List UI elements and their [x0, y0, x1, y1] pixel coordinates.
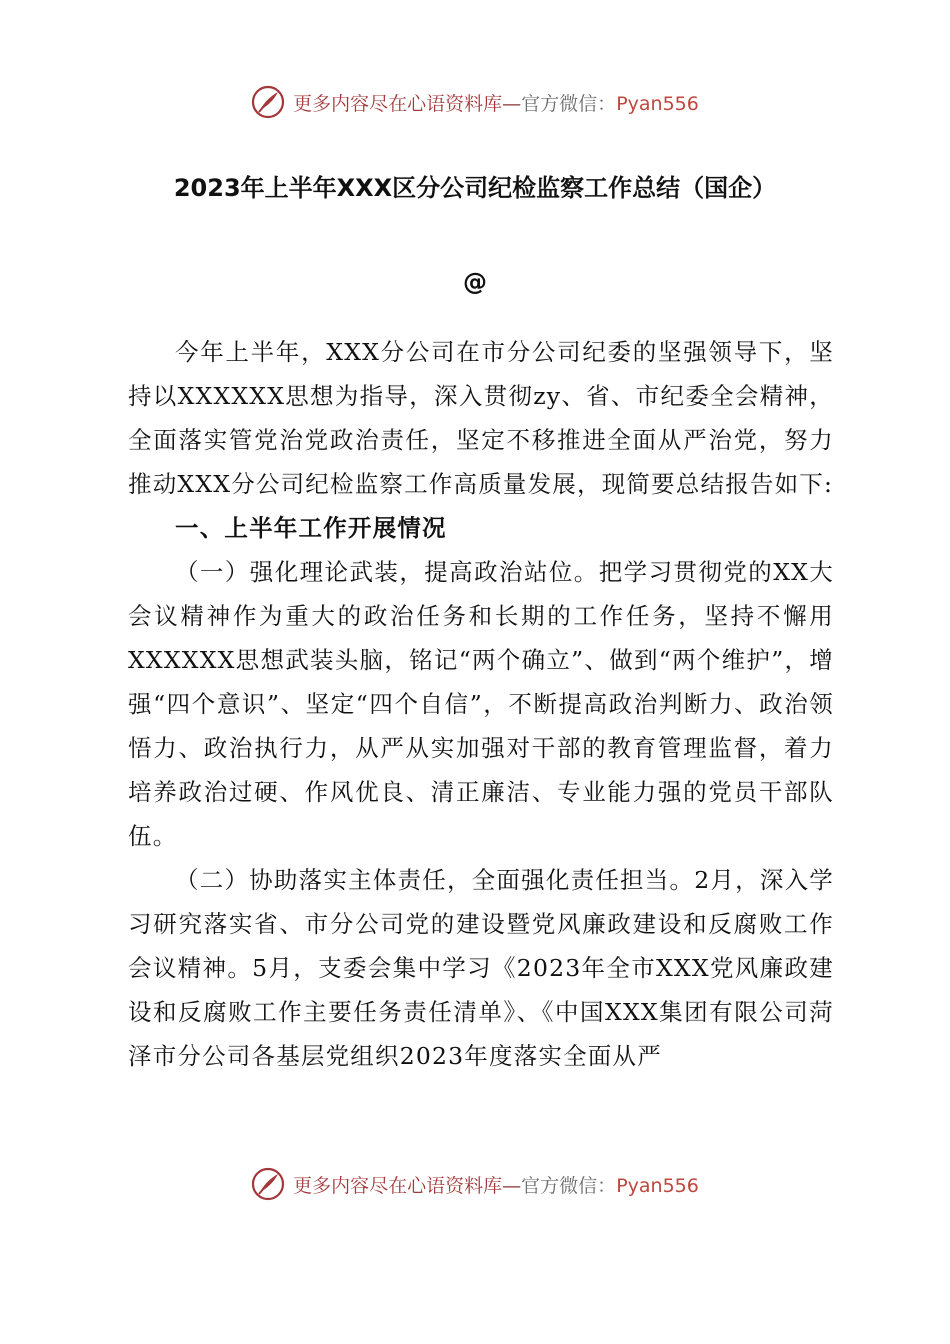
- footer-watermark-banner: [0, 1162, 950, 1206]
- quill-logo-icon: [251, 1167, 285, 1201]
- header-watermark-banner: [0, 80, 950, 124]
- banner-text: [293, 1171, 699, 1198]
- intro-paragraph: 今年上半年，XXX分公司在市分公司纪委的坚强领导下，坚持以XXXXXX思想为指导，深入贯彻zy、省、市纪委全会精神，全面落实管党治党政治责任，坚定不移推进全面从严治党，努力推动XXX分公司纪检监察工作高质量发展，现简要总结报告如下:: [128, 338, 834, 498]
- banner-wechat-label: 官方微信：: [521, 92, 617, 115]
- section-heading: 一、上半年工作开展情况: [175, 514, 447, 542]
- banner-text: [293, 89, 699, 116]
- document-title: 2023年上半年XXX区分公司纪检监察工作总结（国企）: [173, 174, 777, 202]
- quill-logo-icon: [251, 85, 285, 119]
- banner-main-text: 更多内容尽在心语资料库: [293, 92, 503, 115]
- body-paragraph: （一）强化理论武装，提高政治站位。把学习贯彻党的XX大会议精神作为重大的政治任务和长期的工作任务，坚持不懈用XXXXXX思想武装头脑，铭记“两个确立”、做到“两个维护”，增强“四个意识”、坚定“四个自信”，不断提高政治判断力、政治领悟力、政治执行力，从严从实加强对干部的教育管理监督，着力培养政治过硬、作风优良、清正廉洁、专业能力强的党员干部队伍。: [128, 558, 834, 850]
- banner-wechat-id: Pyan556: [616, 92, 699, 115]
- banner-main-text: 更多内容尽在心语资料库: [293, 1174, 503, 1197]
- document-body: [128, 330, 834, 1078]
- banner-wechat-label: 官方微信：: [521, 1174, 617, 1197]
- body-paragraph: （二）协助落实主体责任，全面强化责任担当。2月，深入学习研究落实省、市分公司党的建设暨党风廉政建设和反腐败工作会议精神。5月，支委会集中学习《2023年全市XXX党风廉政建设和反腐败工作主要任务责任清单》、《中国XXX集团有限公司菏泽市分公司各基层党组织2023年度落实全面从严: [128, 866, 834, 1070]
- banner-separator: —: [502, 1174, 522, 1197]
- banner-wechat-id: Pyan556: [616, 1174, 699, 1197]
- document-mark: @: [463, 268, 487, 296]
- banner-separator: —: [502, 92, 522, 115]
